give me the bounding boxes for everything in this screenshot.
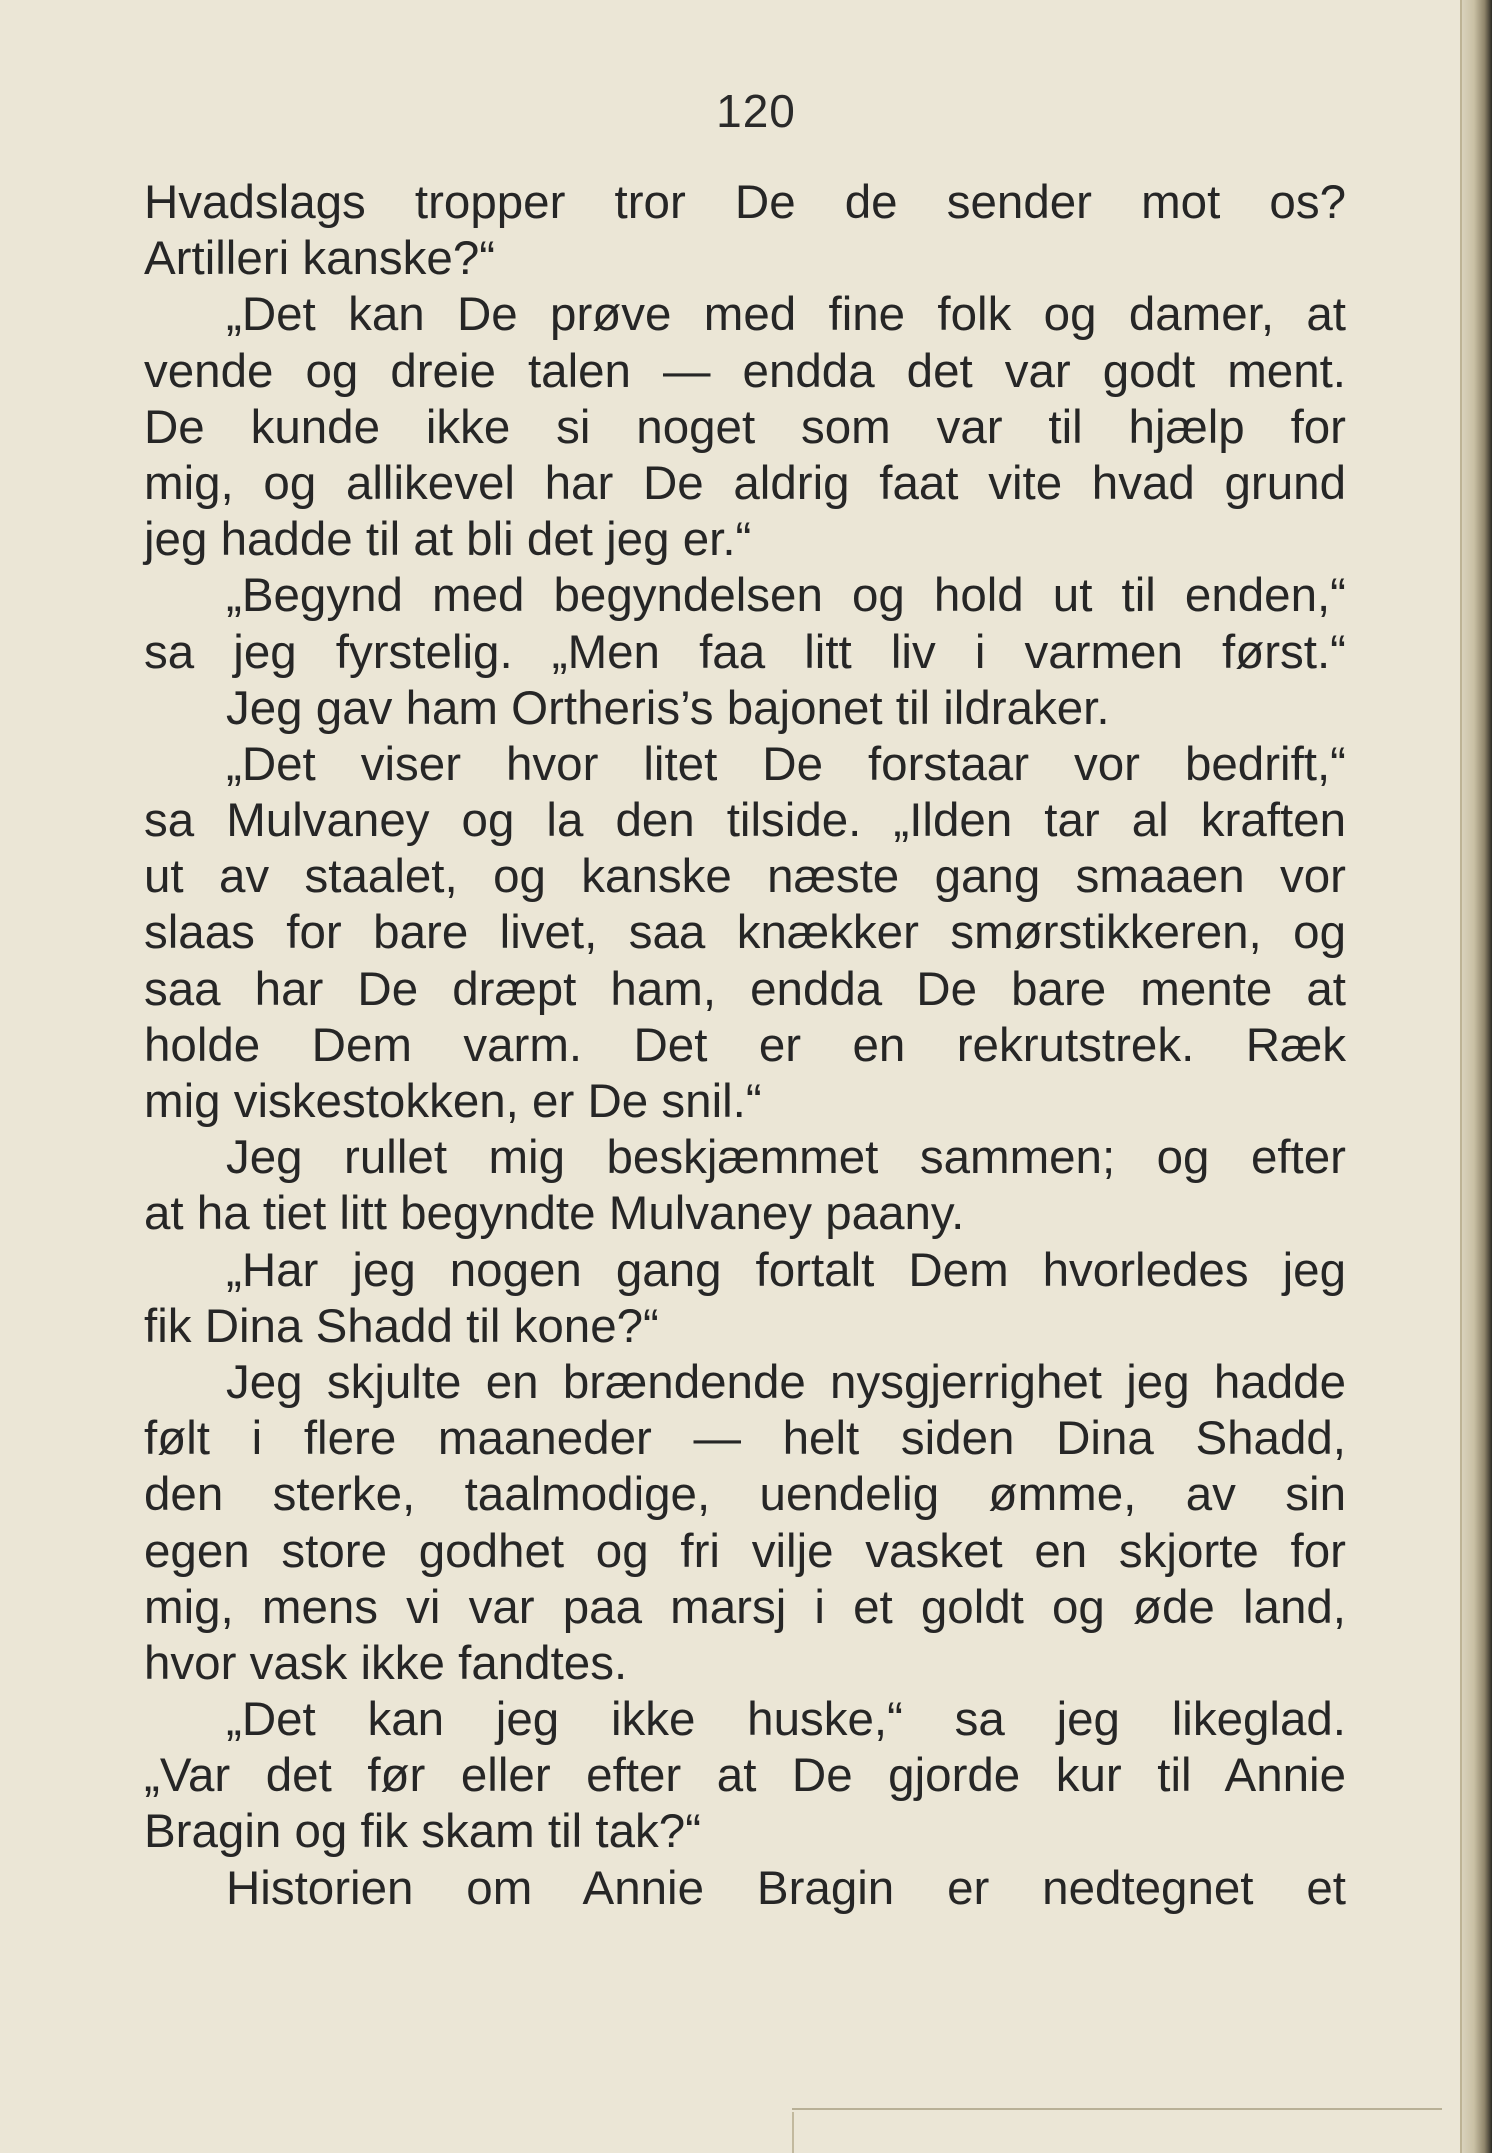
page-number: 120 (716, 85, 796, 137)
text-line: Jeg skjulte en brændende nysgjerrighet jeg hadde (226, 1355, 1346, 1409)
text-line: sa Mulvaney og la den tilside. „Ilden tar al kraften (144, 794, 1346, 848)
text-line: „Har jeg nogen gang fortalt Dem hvorledes jeg (226, 1243, 1346, 1297)
text-line: „Var det før eller efter at De gjorde kur til Annie (144, 1749, 1346, 1803)
text-line: holde Dem varm. Det er en rekrutstrek. Ræk (144, 1018, 1346, 1072)
body-text (144, 178, 1346, 1920)
bottom-edge-rule (792, 2108, 1442, 2110)
text-line: følt i flere maaneder — helt siden Dina Shadd, (144, 1412, 1346, 1466)
text-line: mig, og allikevel har De aldrig faat vite hvad grund (144, 456, 1346, 510)
text-line: Hvadslags tropper tror De de sender mot os? (144, 176, 1346, 229)
text-line: at ha tiet litt begyndte Mulvaney paany. (144, 1187, 965, 1241)
bottom-edge-mark (792, 2112, 794, 2153)
text-line: Artilleri kanske?“ (144, 232, 496, 286)
text-line: fik Dina Shadd til kone?“ (144, 1299, 659, 1353)
text-line: hvor vask ikke fandtes. (144, 1636, 628, 1690)
text-line: ut av staalet, og kanske næste gang smaaen vor (144, 850, 1346, 904)
text-line: Historien om Annie Bragin er nedtegnet et (226, 1861, 1346, 1915)
text-line: Bragin og fik skam til tak?“ (144, 1805, 702, 1859)
text-line: „Det kan De prøve med fine folk og damer, at (226, 288, 1346, 342)
text-line: sa jeg fyrstelig. „Men faa litt liv i varmen først.“ (144, 625, 1346, 679)
text-line: „Det kan jeg ikke huske,“ sa jeg likeglad. (226, 1693, 1346, 1747)
text-line: vende og dreie talen — endda det var godt ment. (144, 344, 1346, 398)
text-line: „Det viser hvor litet De forstaar vor bedrift,“ (226, 737, 1346, 791)
text-line: De kunde ikke si noget som var til hjælp for (144, 400, 1346, 454)
text-line: saa har De dræpt ham, endda De bare mente at (144, 962, 1346, 1016)
text-line: Jeg rullet mig beskjæmmet sammen; og efter (226, 1131, 1346, 1185)
book-spine-edge (1462, 0, 1492, 2153)
text-line: egen store godhet og fri vilje vasket en skjorte for (144, 1524, 1346, 1578)
text-line: den sterke, taalmodige, uendelig ømme, av sin (144, 1468, 1346, 1522)
text-line: „Begynd med begyndelsen og hold ut til enden,“ (226, 569, 1346, 623)
text-line: jeg hadde til at bli det jeg er.“ (144, 513, 752, 567)
text-line: mig viskestokken, er De snil.“ (144, 1075, 762, 1128)
text-line: Jeg gav ham Ortheris’s bajonet til ildraker. (226, 681, 1110, 735)
text-line: mig, mens vi var paa marsj i et goldt og øde land, (144, 1580, 1346, 1634)
text-line: slaas for bare livet, saa knækker smørstikkeren, og (144, 906, 1346, 960)
